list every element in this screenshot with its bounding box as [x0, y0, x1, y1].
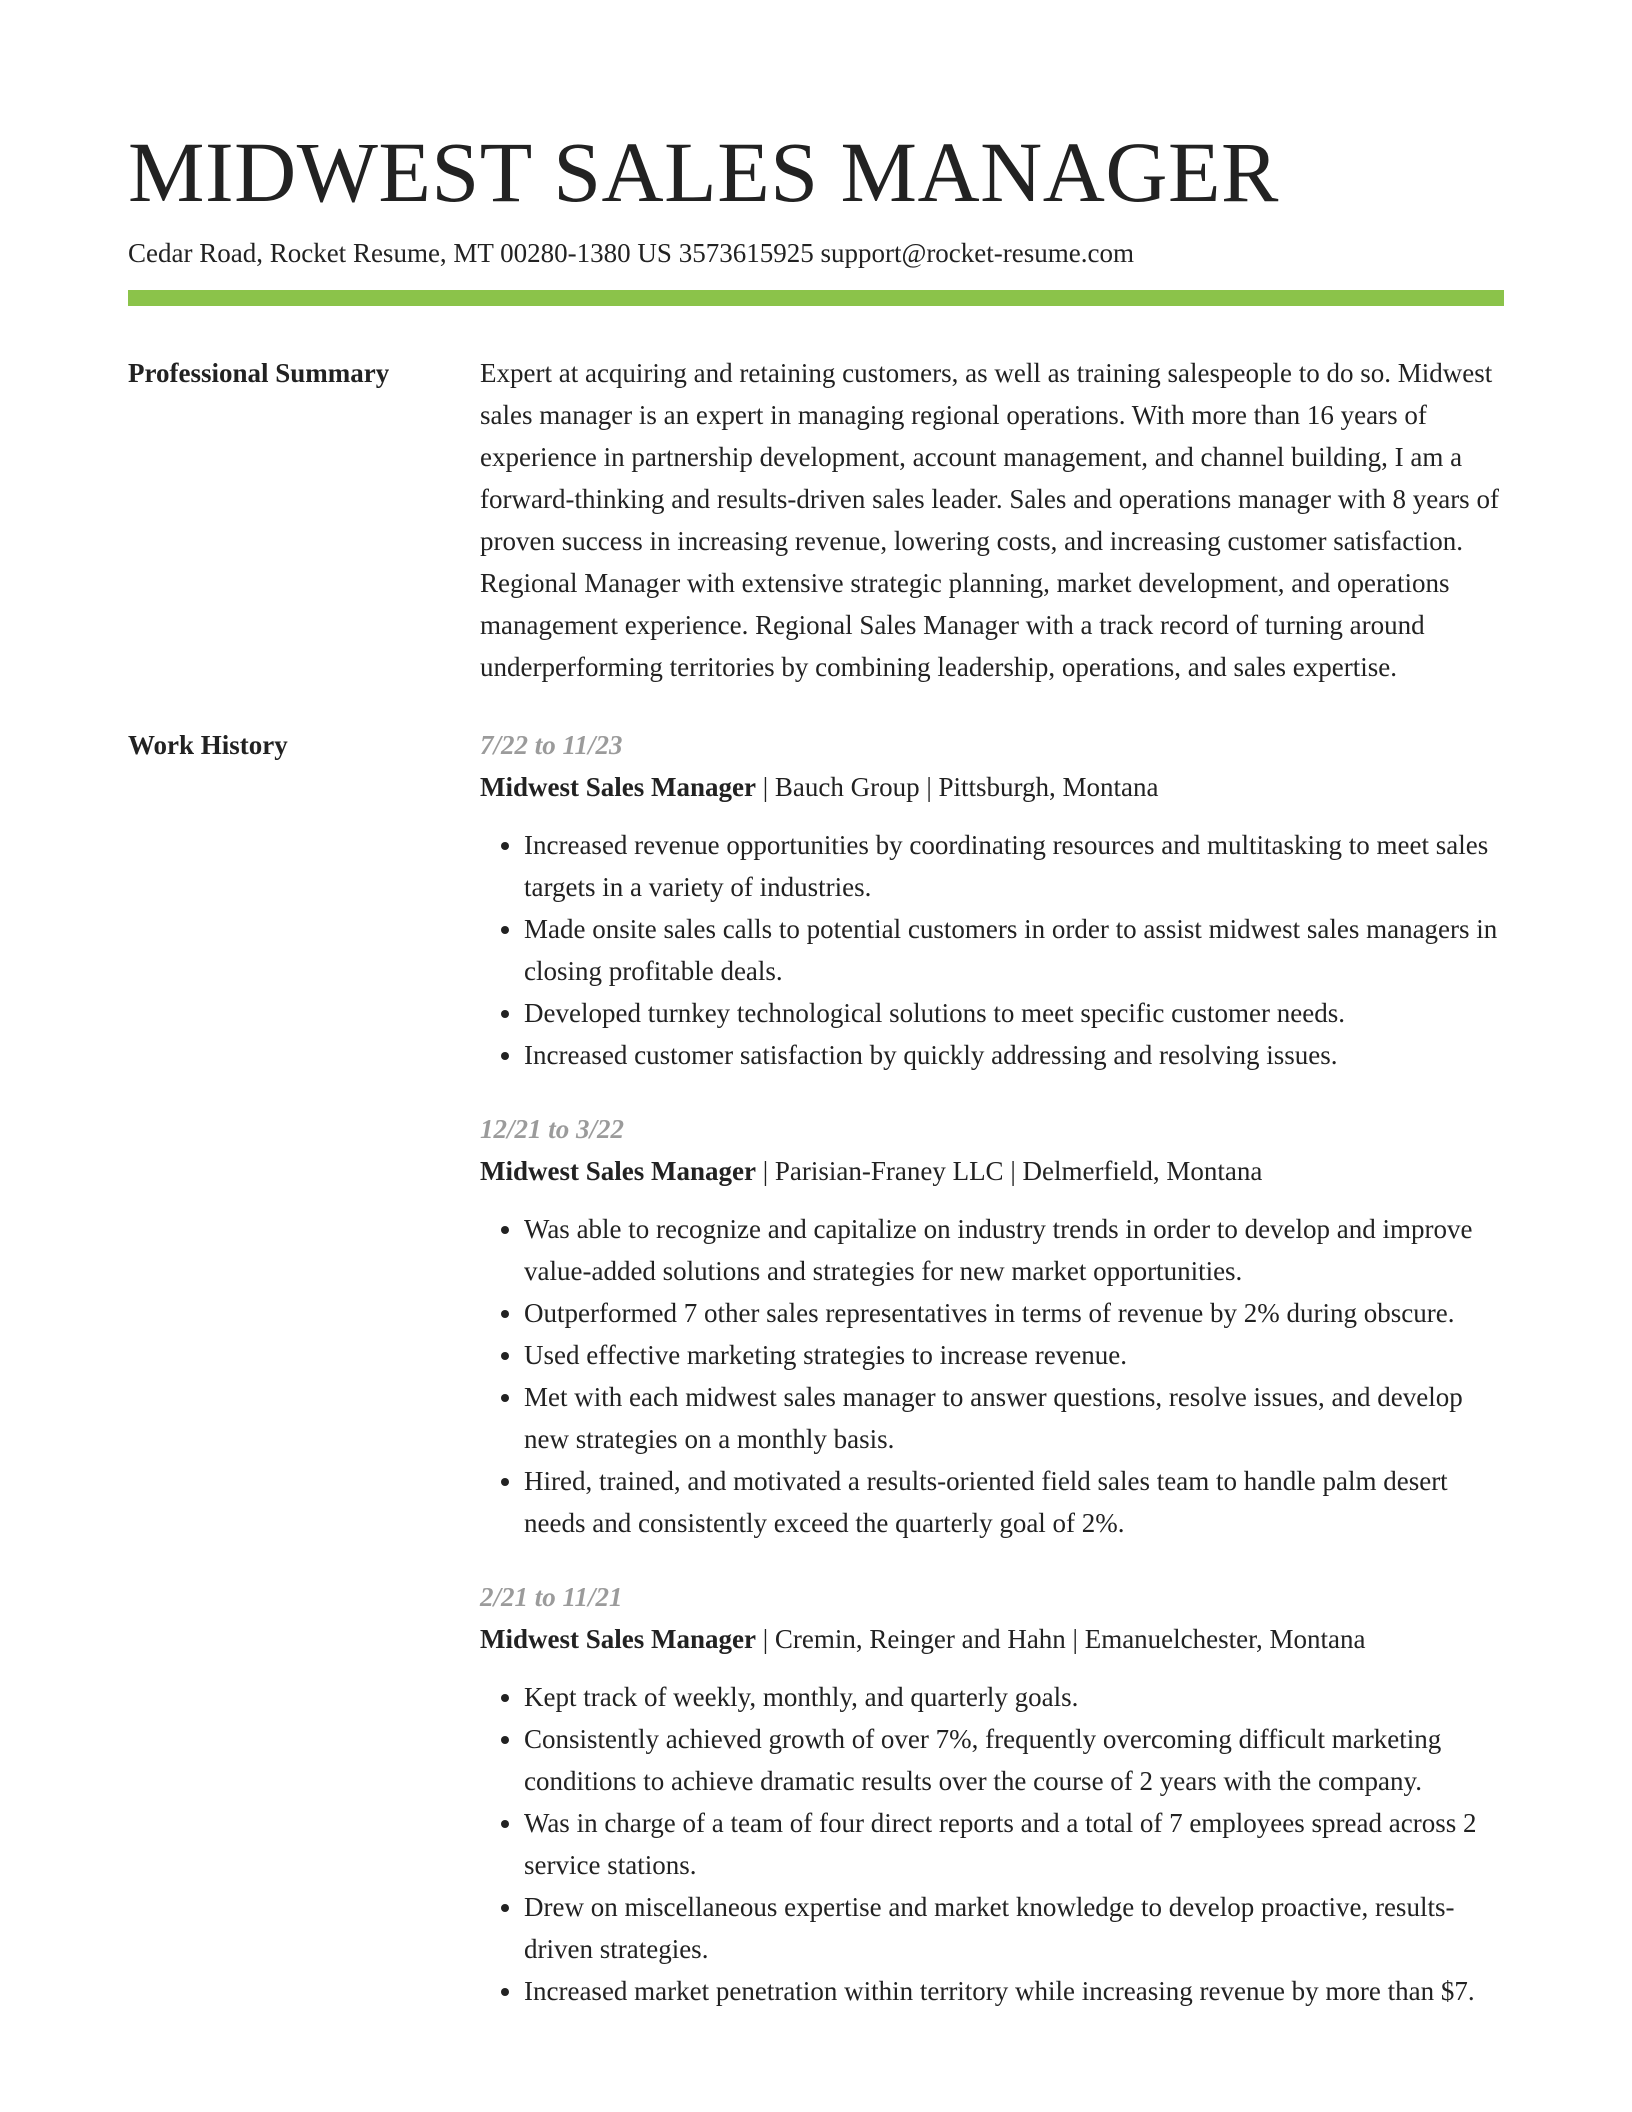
job-company-location: | Parisian-Franey LLC | Delmerfield, Montana [755, 1156, 1263, 1186]
job-bullet: • Kept track of weekly, monthly, and quarterly goals. [524, 1676, 1504, 1718]
job-bullet: • Hired, trained, and motivated a results-oriented field sales team to handle palm desert needs and consistently exceed the quarterly goal of 2%. [524, 1460, 1504, 1544]
job-title-line [480, 1150, 1504, 1192]
job-bullets [480, 824, 1504, 1076]
resume-name: MIDWEST SALES MANAGER [128, 124, 1279, 220]
job-bullet: • Drew on miscellaneous expertise and market knowledge to develop proactive, results-driven strategies. [524, 1886, 1504, 1970]
contact-address: Cedar Road, Rocket Resume, MT 00280-1380 US [128, 238, 672, 268]
job-company-location: | Cremin, Reinger and Hahn | Emanuelchester, Montana [755, 1624, 1366, 1654]
job-bullets [480, 1208, 1504, 1544]
resume-page [128, 118, 1504, 2044]
job-bullet: • Made onsite sales calls to potential customers in order to assist midwest sales managers in closing profitable deals. [524, 908, 1504, 992]
work-history-list [480, 724, 1504, 2044]
job-bullet: • Increased market penetration within territory while increasing revenue by more than $7. [524, 1970, 1504, 2012]
summary-text: Expert at acquiring and retaining customers, as well as training salespeople to do so. Midwest sales manager is an expert in managing regional operations. With more than 16 years of experience in partnership development, account management, and channel building, I am a forward-thinking and results-driven sales leader. Sales and operations manager with 8 years of proven success in increasing revenue, lowering costs, and increasing customer satisfaction. Regional Manager with extensive strategic planning, market development, and operations management experience. Regional Sales Manager with a track record of turning around underperforming territories by combining leadership, operations, and sales expertise. [480, 358, 1499, 682]
job-dates: 12/21 to 3/22 [480, 1114, 625, 1144]
contact-line [128, 235, 1504, 271]
job-entry [480, 1108, 1504, 1544]
contact-email: support@rocket-resume.com [820, 238, 1134, 268]
job-title: Midwest Sales Manager [480, 1624, 756, 1654]
job-bullet: • Was in charge of a team of four direct reports and a total of 7 employees spread across 2 service stations. [524, 1802, 1504, 1886]
job-bullet: • Outperformed 7 other sales representatives in terms of revenue by 2% during obscure. [524, 1292, 1504, 1334]
job-bullet: • Increased revenue opportunities by coordinating resources and multitasking to meet sales targets in a variety of industries. [524, 824, 1504, 908]
job-dates: 2/21 to 11/21 [480, 1582, 623, 1612]
job-bullet: • Met with each midwest sales manager to answer questions, resolve issues, and develop new strategies on a monthly basis. [524, 1376, 1504, 1460]
summary-section [128, 352, 1504, 688]
header-divider [128, 290, 1504, 306]
job-bullets [480, 1676, 1504, 2012]
job-bullet: • Was able to recognize and capitalize on industry trends in order to develop and improve value-added solutions and strategies for new market opportunities. [524, 1208, 1504, 1292]
job-title: Midwest Sales Manager [480, 1156, 756, 1186]
job-entry [480, 724, 1504, 1076]
job-title-line [480, 766, 1504, 808]
job-bullet: • Used effective marketing strategies to increase revenue. [524, 1334, 1504, 1376]
summary-heading: Professional Summary [128, 358, 390, 388]
job-dates: 7/22 to 11/23 [480, 730, 623, 760]
job-title-line [480, 1618, 1504, 1660]
job-bullet: • Increased customer satisfaction by quickly addressing and resolving issues. [524, 1034, 1504, 1076]
work-history-section [128, 724, 1504, 2044]
contact-phone: 3573615925 [678, 238, 814, 268]
job-bullet: • Consistently achieved growth of over 7%, frequently overcoming difficult marketing conditions to achieve dramatic results over the course of 2 years with the company. [524, 1718, 1504, 1802]
job-entry [480, 1576, 1504, 2012]
work-history-heading: Work History [128, 730, 288, 760]
job-company-location: | Bauch Group | Pittsburgh, Montana [755, 772, 1159, 802]
job-title: Midwest Sales Manager [480, 772, 756, 802]
job-bullet: • Developed turnkey technological solutions to meet specific customer needs. [524, 992, 1504, 1034]
